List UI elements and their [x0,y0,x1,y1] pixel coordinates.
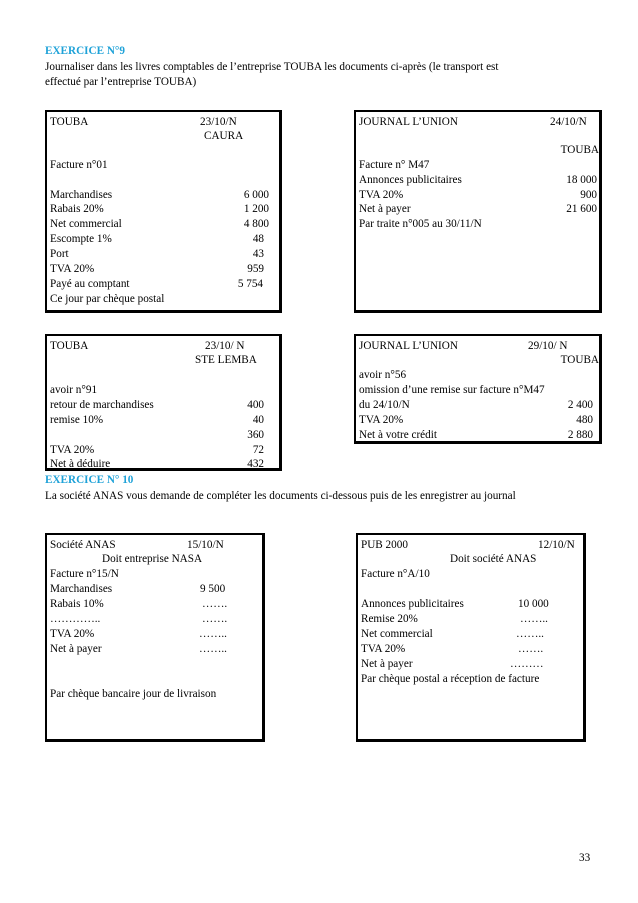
doc-title: avoir n°91 [50,384,98,396]
row-label: TVA 20% [361,643,406,655]
row-value: 4 800 [243,218,269,230]
row-label: Marchandises [50,583,113,595]
row-value-blank[interactable]: …….. [520,613,548,625]
doc-recipient: TOUBA [560,354,599,366]
row-label: Rabais 10% [50,598,104,610]
row-value: 480 [576,414,593,426]
row-label: Net commercial [361,628,433,640]
doc-footer: Par chèque bancaire jour de livraison [50,688,217,700]
doc-debtor-line: Doit société ANAS [450,553,537,565]
doc-date: 24/10/N [550,116,587,128]
row-label: Net à votre crédit [359,429,437,441]
row-label: remise 10% [50,414,104,426]
doc-footer: Par chèque postal a réception de facture [361,673,540,685]
row-value: 900 [580,189,597,201]
doc-title: Facture n° M47 [359,159,430,171]
row-label: Net à déduire [50,458,111,470]
doc-date: 23/10/N [200,116,237,128]
row-label: Remise 20% [361,613,418,625]
row-value: 9 500 [200,583,226,595]
row-value: 21 600 [566,203,597,215]
row-label: Net à payer [361,658,413,670]
row-value-blank[interactable]: …….. [199,643,227,655]
doc-recipient: STE LEMBA [195,354,257,366]
row-value: 959 [247,263,264,275]
row-value: 400 [247,399,264,411]
doc-footer: Ce jour par chèque postal [50,293,165,305]
doc-title: avoir n°56 [359,369,407,381]
exercise-9-title: EXERCICE N°9 [45,45,126,57]
row-label: TVA 20% [359,189,404,201]
invoice-anas-15n [45,533,265,742]
credit-note-journal-union-56 [354,334,602,444]
row-value: 2 400 [567,399,593,411]
row-label: Net commercial [50,218,122,230]
row-value: 72 [252,444,264,456]
doc-date: 15/10/N [187,539,224,551]
doc-title: Facture n°15/N [50,568,119,580]
row-label: Marchandises [50,189,113,201]
row-value: 48 [252,233,264,245]
row-label: Net à payer [50,643,102,655]
row-label: du 24/10/N [359,399,410,411]
doc-debtor-line: Doit entreprise NASA [102,553,203,565]
doc-date: 12/10/N [538,539,575,551]
row-label: Rabais 20% [50,203,104,215]
exercise-10-intro: La société ANAS vous demande de compléter les documents ci-dessous puis de les enregistrer au journal [45,490,516,502]
row-value: 43 [252,248,264,260]
exercise-10-title: EXERCICE N° 10 [45,474,134,486]
exercise-9-intro-line2: effectué par l’entreprise TOUBA) [45,76,197,88]
row-value: 432 [247,458,264,470]
exercise-9-intro-line1: Journaliser dans les livres comptables de l’entreprise TOUBA les documents ci-après (le transport est [45,61,499,73]
row-label: TVA 20% [50,263,95,275]
doc-sender: TOUBA [50,340,89,352]
row-label: Payé au comptant [50,278,130,290]
row-value: 360 [247,429,264,441]
row-value: 5 754 [237,278,263,290]
doc-sender: PUB 2000 [361,539,408,551]
row-label: Net à payer [359,203,411,215]
doc-title: Facture n°01 [50,159,108,171]
row-value-blank[interactable]: ……. [518,643,544,655]
doc-footer: Par traite n°005 au 30/11/N [359,218,482,230]
row-value-blank[interactable]: …….. [516,628,544,640]
row-label: Escompte 1% [50,233,112,245]
row-value: 2 880 [567,429,593,441]
doc-title: Facture n°A/10 [361,568,430,580]
row-value: 40 [252,414,264,426]
row-value-blank[interactable]: ……. [202,613,228,625]
invoice-touba-01 [45,110,282,313]
doc-sender: Société ANAS [50,539,116,551]
row-value: 6 000 [243,189,269,201]
row-value: 18 000 [566,174,597,186]
row-label: TVA 20% [359,414,404,426]
invoice-pub2000-a10 [356,533,586,742]
page-number: 33 [579,852,591,864]
doc-recipient: CAURA [204,130,244,142]
row-value-blank[interactable]: …….. [199,628,227,640]
doc-sender: JOURNAL L’UNION [359,116,458,128]
row-label-blank[interactable]: ………….. [50,613,101,625]
row-label: retour de marchandises [50,399,154,411]
row-label: TVA 20% [50,628,95,640]
doc-date: 29/10/ N [528,340,568,352]
doc-date: 23/10/ N [205,340,245,352]
credit-note-touba-91 [45,334,282,471]
row-label: TVA 20% [50,444,95,456]
row-label: Port [50,248,69,260]
row-label: Annonces publicitaires [361,598,464,610]
row-value: 10 000 [518,598,549,610]
row-value: 1 200 [243,203,269,215]
invoice-journal-union-m47 [354,110,602,313]
doc-sender: TOUBA [50,116,89,128]
row-value-blank[interactable]: ……… [510,658,544,670]
row-label: Annonces publicitaires [359,174,462,186]
doc-sender: JOURNAL L’UNION [359,340,458,352]
doc-recipient: TOUBA [560,144,599,156]
row-value-blank[interactable]: ……. [202,598,228,610]
doc-note: omission d’une remise sur facture n°M47 [359,384,545,396]
